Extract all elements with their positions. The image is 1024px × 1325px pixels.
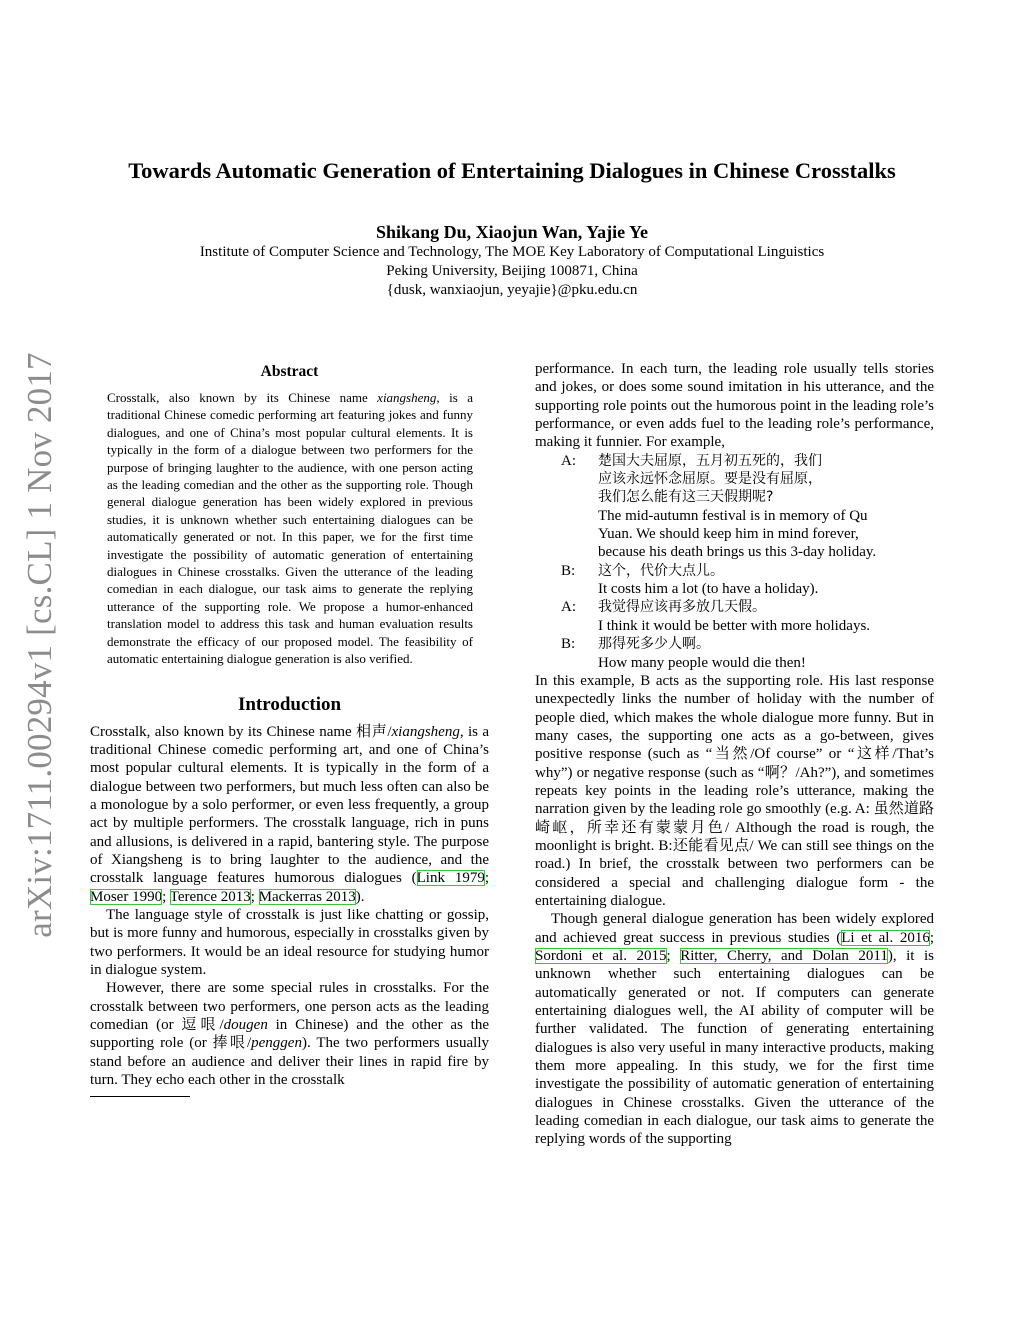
affiliation-block: [60, 243, 964, 300]
abstract-term: xiangsheng: [377, 390, 437, 405]
citation-sordoni-2015[interactable]: Sordoni et al. 2015: [535, 948, 667, 964]
dialogue-turn: [561, 598, 934, 635]
chinese-line: 应该永远怀念屈原。要是没有屈原，: [598, 471, 822, 488]
abstract-heading: Abstract: [260, 363, 319, 380]
chinese-line: 那得死多少人啊。: [598, 636, 710, 653]
english-line: It costs him a lot (to have a holiday).: [598, 581, 819, 598]
citation-link-1979[interactable]: Link 1979: [416, 870, 485, 887]
citation-li-2016[interactable]: Li et al. 2016: [841, 929, 930, 946]
right-column: [535, 360, 934, 1149]
arxiv-identifier-sidebar: [18, 352, 62, 938]
intro-paragraph-2: The language style of crosstalk is just like chatting or gossip, but is more funny and humorous, especially in crosstalks given by two performers. It would be an ideal resource for studying humor in dialogue system.: [90, 906, 489, 978]
speaker-label: B:: [561, 636, 576, 653]
right-paragraph-1: performance. In each turn, the leading role usually tells stories and jokes, or does some sound imitation in his utterance, and the supporting role points out the humorous point in the leading role’s performance, or even adds fuel to the leading role’s performance, making it funnier. For example,: [535, 361, 934, 451]
citation-terence-2013[interactable]: Terence 2013: [169, 888, 251, 905]
dialogue-turn: [561, 635, 934, 672]
affiliation-university: Peking University, Beijing 100871, China: [386, 263, 638, 279]
citation-moser-1990[interactable]: Moser 1990: [90, 888, 163, 905]
footnote-rule: [90, 1096, 190, 1097]
speaker-label: A:: [561, 599, 576, 616]
intro-paragraph-3: However, there are some special rules in crosstalks. For the crosstalk between two performers, one person acts as the leading comedian (or 逗哏/dougen in Chinese) and the other as the supporting role (or 捧哏/penggen). The two performers usually stand before an audience and deliver their lines in rapid fire by turn. They echo each other in the crosstalk: [90, 980, 489, 1089]
right-paragraph-3: Though general dialogue generation has been widely explored and achieved great success in previous studies (Li et al. 2016; Sordoni et al. 2015; Ritter, Cherry, and Dolan 2011), it is unknown whether such entertaining dialogues can be automatically generated or not. If computers can generate entertaining dialogues well, the AI ability of computer will be further validated. The function of generating entertaining dialogues is also very useful in many interactive products, making them more appealing. In this study, we for the first time investigate the possibility of automatic generation of entertaining dialogues in Chinese crosstalks. Given the utterance of the leading comedian in each dialogue, our task aims to generate the replying words of the supporting: [535, 911, 935, 1148]
dialogue-example: [561, 452, 934, 672]
abstract-body: Crosstalk, also known by its Chinese name xiangsheng, is a traditional Chinese comedic performing art featuring jokes and funny dialogues, and one of China’s most popular cultural elements. It is typically in the form of a dialogue between two performers for the purpose of bringing laughter to the audience, with one person acting as the leading comedian and the other as the supporting role. Though general dialogue generation has been widely explored in previous studies, it is unknown whether such entertaining dialogues can be automatically generated or not. In this paper, we for the first time investigate the possibility of automatic generation of entertaining dialogues in Chinese crosstalks. Given the utterance of the leading comedian in each dialogue, our task aims to generate the replying utterance of the supporting role. We propose a humor-enhanced translation model to address this task and human evaluation results demonstrate the efficacy of our proposed model. The feasibility of automatic entertaining dialogue generation is also verified.: [107, 390, 473, 667]
author-list: Shikang Du, Xiaojun Wan, Yajie Ye: [376, 222, 648, 242]
speaker-label: B:: [561, 562, 576, 579]
arxiv-id: arXiv:1711.00294v1 [cs.CL] 1 Nov 2017: [20, 352, 59, 938]
speaker-label: A:: [561, 452, 576, 469]
paper-title: Towards Automatic Generation of Entertaining Dialogues in Chinese Crosstalks: [128, 158, 896, 183]
introduction-heading: Introduction: [237, 693, 342, 715]
affiliation-emails: {dusk, wanxiaojun, yeyajie}@pku.edu.cn: [386, 282, 638, 298]
chinese-line: 楚国大夫屈原，五月初五死的，我们: [598, 452, 822, 469]
english-line: The mid-autumn festival is in memory of Qu: [598, 507, 868, 524]
english-line: I think it would be better with more holidays.: [598, 617, 871, 634]
english-line: Yuan. We should keep him in mind forever,: [598, 526, 859, 543]
dialogue-turn: [561, 562, 934, 599]
chinese-line: 我们怎么能有这三天假期呢?: [598, 489, 774, 506]
left-column: [90, 360, 489, 1097]
intro-paragraph-1: Crosstalk, also known by its Chinese name 相声/xiangsheng, is a traditional Chinese comedic performing art, and one of China’s most popular cultural elements. It is typically in the form of a dialogue between two performers, but much less often can also be a monologue by a solo performer, or even less frequently, a group act by multiple performers. The crosstalk language, rich in puns and allusions, is delivered in a rapid, bantering style. The purpose of Xiangsheng is to bring laughter to the audience, and the crosstalk language features humorous dialogues (Link 1979; Moser 1990; Terence 2013; Mackerras 2013).: [90, 723, 490, 905]
chinese-line: 这个，代价大点儿。: [598, 562, 724, 579]
dialogue-turn: [561, 452, 934, 562]
citation-mackerras-2013[interactable]: Mackerras 2013: [258, 888, 356, 905]
citation-ritter-2011[interactable]: Ritter, Cherry, and Dolan 2011: [680, 948, 888, 964]
chinese-line: 我觉得应该再多放几天假。: [598, 599, 766, 616]
right-paragraph-2: In this example, B acts as the supporting role. His last response unexpectedly links the number of holiday with the number of people died, which makes the whole dialogue more funny. But in many cases, the supporting one acts as a go-between, gives positive response (such as “当然/Of course” or “这样/That’s why”) or negative response (such as “啊？/Ah?”), and sometimes repeats key points in the leading role’s utterance, making the narration given by the leading role go smoothly (e.g. A: 虽然道路崎岖，所幸还有蒙蒙月色/ Although the road is rough, the moonlight is bright. B:还能看见点/ We can still see things on the road.) In brief, the crosstalk between two performers can be considered a special and challenging dialogue form - the entertaining dialogue.: [535, 672, 934, 909]
english-line: because his death brings us this 3-day holiday.: [598, 544, 877, 561]
english-line: How many people would die then!: [598, 654, 806, 671]
affiliation-institute: Institute of Computer Science and Technology, The MOE Key Laboratory of Computational Linguistics: [199, 244, 825, 260]
